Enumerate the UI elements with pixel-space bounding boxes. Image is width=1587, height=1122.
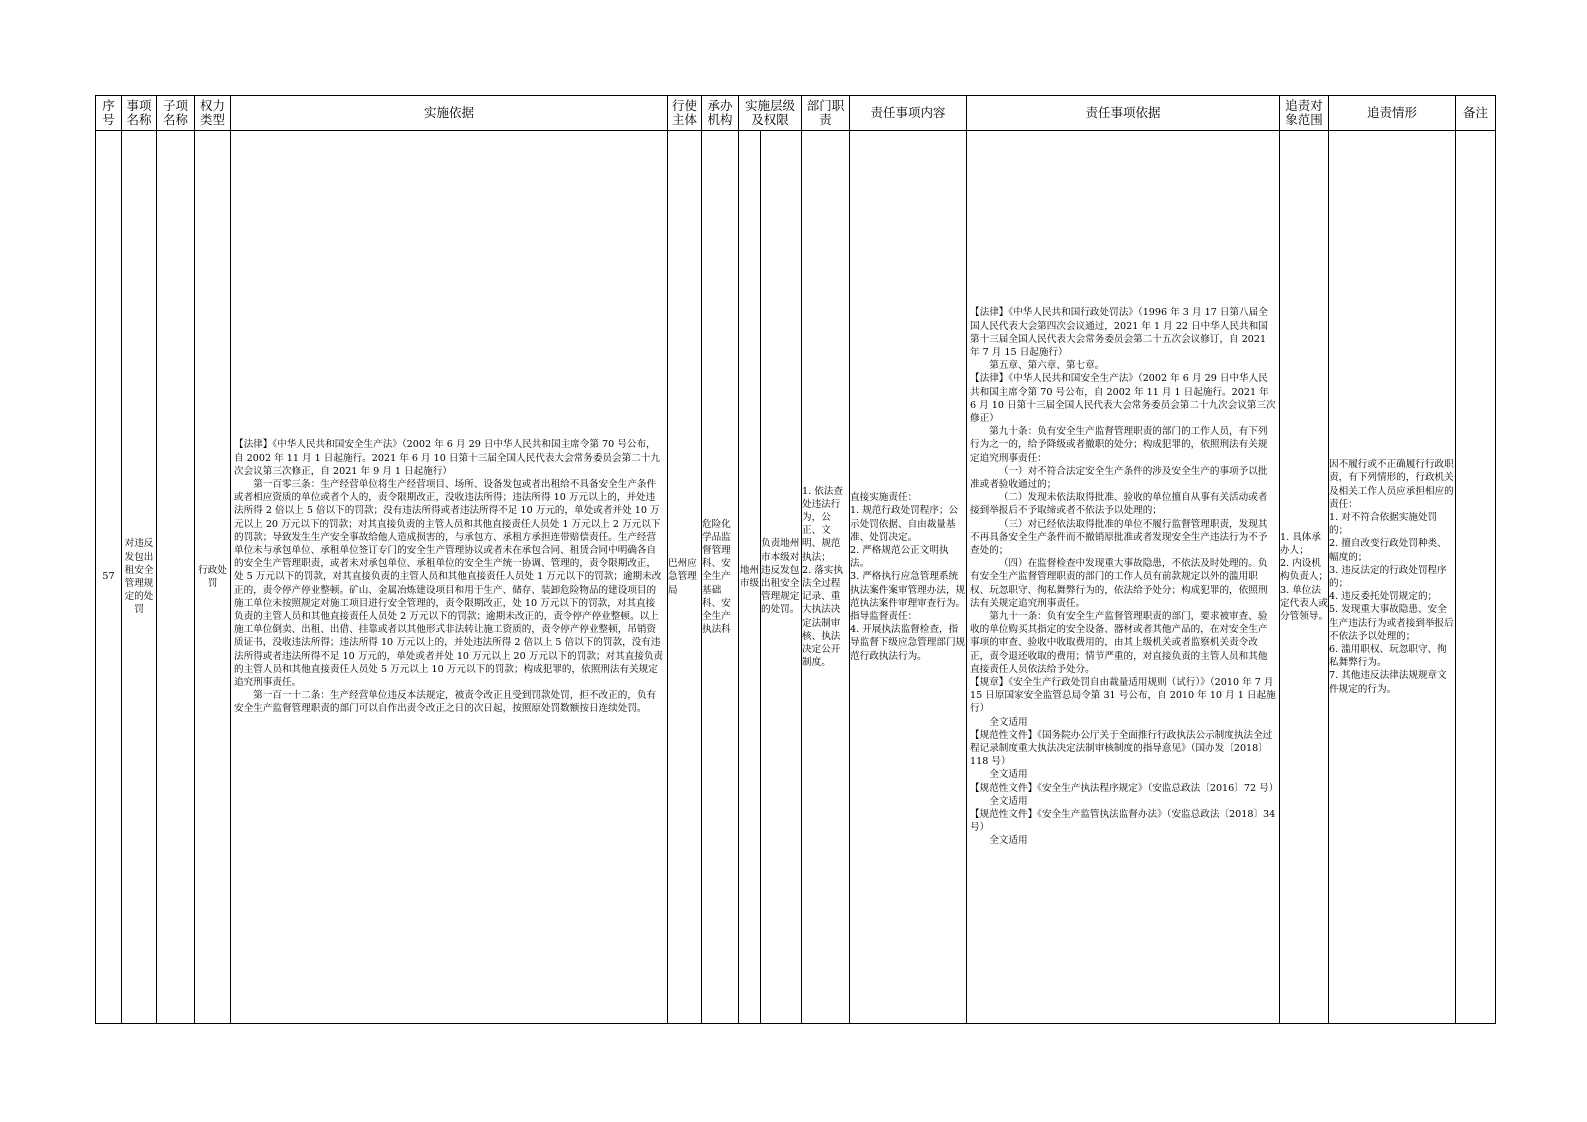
resp-basis-paragraph: 第九十一条：负有安全生产监督管理职责的部门，要求被审查、验收的单位购买其指定的安全设备、器材或者其他产品的，在对安全生产事项的审查、验收中收取费用的，由其上级机关或者监察机关责令改正，责令退还收取的费用；情节严重的，对直接负责的主管人员和其他直接责任人员依法给予处分。 — [970, 611, 1268, 675]
resp-basis-paragraph: 【法律】《中华人民共和国行政处罚法》（1996 年 3 月 17 日第八届全国人民代表大会第四次会议通过，2021 年 1 月 22 日中华人民共和国第十三届全国人民代表大会常务委员会第二十五次会议修订，自 2021 年 7 月 15 日起施行） — [970, 307, 1268, 358]
basis-paragraph: 【法律】《中华人民共和国安全生产法》（2002 年 6 月 29 日中华人民共和国主席令第 70 号公布，自 2002 年 11 月 1 日起施行。2021 年 6 月 10 日第十三届全国人民代表大会常务委员会第二十九次会议第三次修正，自 2021 年 9 月 1 日起施行） — [234, 439, 660, 477]
resp-basis-paragraph: 全文适用 — [989, 769, 1028, 781]
resp-basis-paragraph: （二）发现未依法取得批准、验收的单位擅自从事有关活动或者接到举报后不予取缔或者不依法予以处理的； — [970, 492, 1268, 517]
header-item-name: 事项名称 — [122, 96, 157, 131]
cell-resp-basis — [967, 131, 1280, 1024]
header-seq: 序号 — [96, 96, 122, 131]
resp-basis-paragraph: 【规范性文件】《安全生产执法程序规定》（安监总政法〔2016〕72 号） — [970, 782, 1279, 794]
resp-basis-paragraph: 全文适用 — [989, 716, 1028, 728]
resp-basis-paragraph: （四）在监督检查中发现重大事故隐患，不依法及时处理的。负有安全生产监督管理职责的部门的工作人员有前款规定以外的滥用职权、玩忽职守、徇私舞弊行为的，依法给予处分；构成犯罪的，依照刑法有关规定追究刑事责任。 — [970, 558, 1268, 609]
header-remarks: 备注 — [1456, 96, 1496, 131]
resp-basis-paragraph: （三）对已经依法取得批准的单位不履行监督管理职责，发现其不再具备安全生产条件而不撤销原批准或者发现安全生产违法行为不予查处的； — [970, 518, 1268, 556]
header-sub-item: 子项名称 — [157, 96, 195, 131]
resp-basis-paragraph: 全文适用 — [989, 835, 1028, 847]
cell-subject: 巴州应急管理局 — [668, 131, 702, 1024]
resp-basis-paragraph: 【规范性文件】《安全生产监管执法监督办法》（安监总政法〔2018〕34 号） — [970, 809, 1276, 834]
cell-level-a: 地州市级 — [739, 131, 761, 1024]
cell-sub-item — [157, 131, 195, 1024]
resp-basis-paragraph: 第五章、第六章、第七章。 — [989, 360, 1105, 372]
resp-basis-paragraphs — [970, 306, 1279, 847]
basis-paragraph: 第一百一十二条：生产经营单位违反本法规定，被责令改正且受到罚款处罚，拒不改正的，负有安全生产监督管理职责的部门可以自作出责令改正之日的次日起，按照原处罚数额按日连续处罚。 — [234, 690, 657, 715]
header-scope: 追责对象范围 — [1280, 96, 1329, 131]
cell-power-type: 行政处罚 — [195, 131, 231, 1024]
header-subject: 行使主体 — [668, 96, 702, 131]
header-basis: 实施依据 — [231, 96, 668, 131]
cell-seq: 57 — [96, 131, 122, 1024]
cell-org: 危险化学品监督管理科、安全生产基础科、安全生产执法科 — [702, 131, 739, 1024]
cell-dept-duty: 1. 依法查处违法行为，公正、文明、规范执法； 2. 落实执法全过程记录、重大执法决定法制审核、执法决定公开制度。 — [802, 131, 850, 1024]
header-situations: 追责情形 — [1329, 96, 1456, 131]
resp-basis-paragraph: 【规章】《安全生产行政处罚自由裁量适用规则（试行）》（2010 年 7 月 15 日原国家安全监管总局令第 31 号公布，自 2010 年 10 月 1 日起施行） — [970, 677, 1276, 715]
header-level: 实施层级及权限 — [739, 96, 802, 131]
cell-basis — [231, 131, 668, 1024]
resp-basis-paragraph: 全文适用 — [989, 795, 1028, 807]
cell-situations: 因不履行或不正确履行行政职责，有下列情形的，行政机关及相关工作人员应承担相应的责任： 1. 对不符合依据实施处罚的； 2. 擅自改变行政处罚种类、幅度的； 3. 违反法定的行政处罚程序的； 4. 违反委托处罚规定的； 5. 发现重大事故隐患、安全生产违法行为或者接到举报后不依法予以处理的； 6. 滥用职权、玩忽职守、徇私舞弊行为。 7. 其他违反法律法规规章文件规定的行为。 — [1329, 131, 1456, 1024]
table-row — [96, 131, 1496, 1024]
resp-basis-paragraph: 【法律】《中华人民共和国安全生产法》（2002 年 6 月 29 日中华人民共和国主席令第 70 号公布，自 2002 年 11 月 1 日起施行。2021 年 6 月 10 日第十三届全国人民代表大会常务委员会第二十九次会议第三次修正） — [970, 373, 1276, 424]
cell-remarks — [1456, 131, 1496, 1024]
basis-paragraphs — [234, 438, 664, 715]
resp-basis-paragraph: （一）对不符合法定安全生产条件的涉及安全生产的事项予以批准或者验收通过的； — [970, 465, 1268, 490]
header-row — [96, 96, 1496, 131]
cell-scope: 1. 具体承办人； 2. 内设机构负责人； 3. 单位法定代表人或分管领导。 — [1280, 131, 1329, 1024]
basis-paragraph: 第一百零三条：生产经营单位将生产经营项目、场所、设备发包或者出租给不具备安全生产条件或者相应资质的单位或者个人的，责令限期改正，没收违法所得；违法所得 10 万元以上的，并处违法所得 2 倍以上 5 倍以下的罚款；没有违法所得或者违法所得不足 10 万元的，单处或者并处 10 万元以上 20 万元以下的罚款；对其直接负责的主管人员和其他直接责任人员处 1 万元以上 2 万元以下的罚款；导致发生生产安全事故给他人造成损害的，与承包方、承租方承担连带赔偿责任。生产经营单位未与承包单位、承租单位签订专门的安全生产管理协议或者未在承包合同、租赁合同中明确各自的安全生产管理职责，或者未对承包单位、承租单位的安全生产统一协调、管理的，责令限期改正，处 5 万元以下的罚款，对其直接负责的主管人员和其他直接责任人员处 1 万元以下的罚款；逾期未改正的，责令停产停业整顿。矿山、金属冶炼建设项目和用于生产、储存、装卸危险物品的建设项目的施工单位未按照规定对施工项目进行安全管理的，责令限期改正，处 10 万元以下的罚款，对其直接负责的主管人员和其他直接责任人员处 2 万元以下的罚款；逾期未改正的，责令停产停业整顿。以上施工单位倒卖、出租、出借、挂靠或者以其他形式非法转让施工资质的，责令停产停业整顿，吊销资质证书，没收违法所得；违法所得 10 万元以上的，并处违法所得 2 倍以上 5 倍以下的罚款，没有违法所得或者违法所得不足 10 万元的，单处或者并处 10 万元以上 20 万元以下的罚款；对其直接负责的主管人员和其他直接责任人员处 5 万元以上 10 万元以下的罚款；构成犯罪的，依照刑法有关规定追究刑事责任。 — [234, 478, 664, 689]
header-resp-content: 责任事项内容 — [850, 96, 967, 131]
cell-item-name: 对违反发包出租安全管理规定的处罚 — [122, 131, 157, 1024]
resp-basis-paragraph: 【规范性文件】《国务院办公厅关于全面推行行政执法公示制度执法全过程记录制度重大执法决定法制审核制度的指导意见》（国办发〔2018〕118 号） — [970, 729, 1273, 768]
header-dept-duty: 部门职责 — [802, 96, 850, 131]
header-resp-basis: 责任事项依据 — [967, 96, 1280, 131]
cell-resp-content: 直接实施责任： 1. 规范行政处罚程序；公示处罚依据、自由裁量基准、处罚决定。 2. 严格规范公正文明执法。 3. 严格执行应急管理系统执法案件案审管理办法，规范执法案件审理审查行为。 指导监督责任： 4. 开展执法监督检查，指导监督下级应急管理部门规范行政执法行为。 — [850, 131, 967, 1024]
header-power-type: 权力类型 — [195, 96, 231, 131]
resp-basis-paragraph: 第九十条：负有安全生产监督管理职责的部门的工作人员，有下列行为之一的，给予降级或者撤职的处分；构成犯罪的，依照刑法有关规定追究刑事责任： — [970, 426, 1268, 464]
header-org: 承办机构 — [702, 96, 739, 131]
power-list-table — [95, 95, 1496, 1024]
cell-level-b: 负责地州市本级对违反发包出租安全管理规定的处罚。 — [761, 131, 802, 1024]
